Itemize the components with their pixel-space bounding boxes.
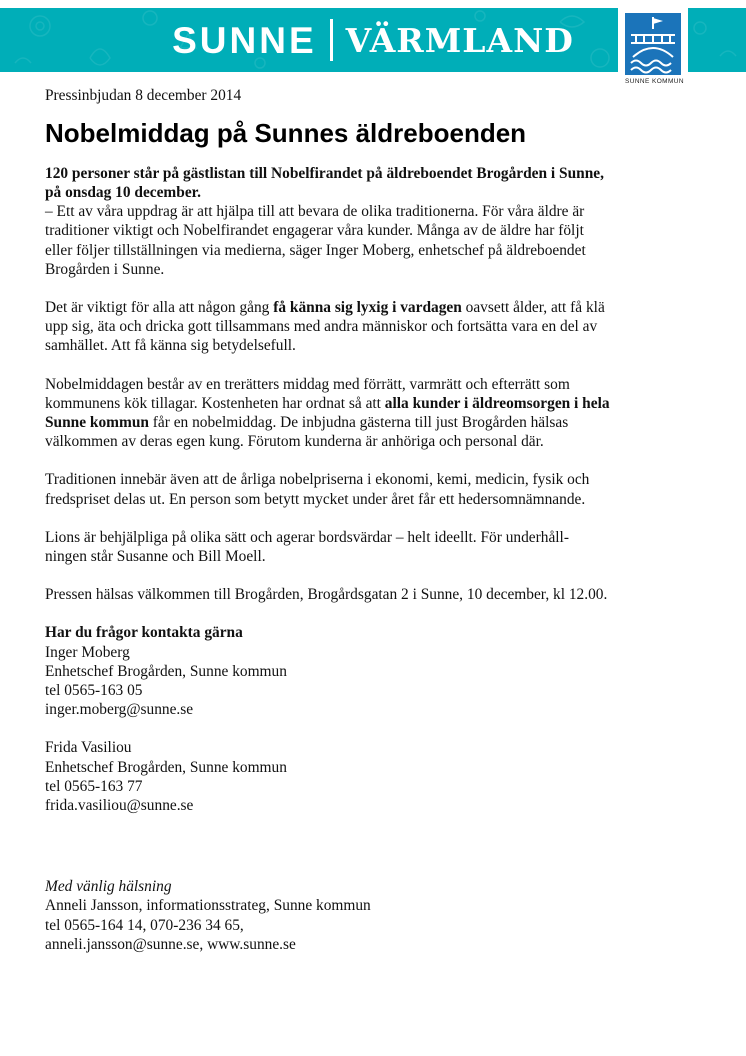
contact-block-2 (45, 738, 610, 815)
logo-caption: SUNNE KOMMUN (625, 78, 684, 85)
press-release-body (45, 86, 610, 954)
brand-sunne-wordmark: SUNNE (172, 19, 317, 61)
contact-role: Enhetschef Brogården, Sunne kommun (45, 662, 287, 680)
signoff-phone: tel 0565-164 14, 070-236 34 65, (45, 916, 244, 934)
signoff-name: Anneli Jansson, informationsstrateg, Sunne kommun (45, 897, 371, 915)
contact-email: frida.vasiliou@sunne.se (45, 797, 194, 815)
date-line: Pressinbjudan 8 december 2014 (45, 87, 242, 104)
text-segment: får en nobelmiddag. De inbjudna gästerna till just Brogården hälsas välkommen av deras egen kung. Förutom kunderna är anhöriga och personal där. (45, 414, 569, 451)
coat-of-arms-icon (625, 13, 681, 75)
contact-phone: tel 0565-163 77 (45, 777, 143, 795)
contact-role: Enhetschef Brogården, Sunne kommun (45, 758, 287, 776)
signoff-contact: anneli.jansson@sunne.se, www.sunne.se (45, 935, 296, 953)
paragraph-lions: Lions är behjälpliga på olika sätt och agerar bordsvärdar – helt ideellt. För underhåll-ningen står Susanne och Bill Moell. (45, 528, 569, 566)
contact-heading: Har du frågor kontakta gärna (45, 624, 243, 642)
paragraph-dinner (45, 375, 610, 452)
paragraph-luxury (45, 298, 610, 356)
contact-name: Frida Vasiliou (45, 739, 132, 757)
brand-varmland-wordmark: VÄRMLAND (345, 20, 574, 60)
text-segment: Det är viktigt för alla att någon gång (45, 299, 274, 317)
contact-phone: tel 0565-163 05 (45, 682, 143, 700)
text-segment-bold: alla kunder i äldreomsorgen i hela Sunne kommun (45, 394, 610, 432)
text-segment: oavsett ålder, att få klä upp sig, äta och dricka gott tillsammans med andra människor och fortsätta vara en del av samhället. Att få känna sig betydelsefull. (45, 299, 605, 355)
paragraph-quote: – Ett av våra uppdrag är att hjälpa till att bevara de olika traditionerna. För våra äldre är traditioner viktigt och Nobelfirandet engagerar våra kunder. Många av de äldre har följt eller följer tillställningen via medierna, säger Inger Moberg, enhetschef på äldreboendet Brogården i Sunne. (45, 203, 586, 278)
text-segment-bold: få känna sig lyxig i vardagen (273, 299, 462, 317)
contact-block-1 (45, 623, 610, 719)
signoff-greeting: Med vänlig hälsning (45, 878, 172, 896)
brand-divider (330, 19, 333, 61)
lead-paragraph: 120 personer står på gästlistan till Nobelfirandet på äldreboendet Brogården i Sunne, på onsdag 10 december. (45, 164, 604, 201)
municipality-logo-block (618, 8, 688, 87)
signoff-block (45, 877, 610, 954)
text-segment: Nobelmiddagen består av en trerätters middag med förrätt, varmrätt och efterrätt som kommunens kök tillagar. Kostenheten har ordnat så att (45, 375, 570, 412)
page-title: Nobelmiddag på Sunnes äldreboenden (45, 118, 527, 149)
contact-name: Inger Moberg (45, 643, 130, 661)
paragraph-prizes: Traditionen innebär även att de årliga nobelpriserna i ekonomi, kemi, medicin, fysik och fredspriset delas ut. En person som betytt mycket under året får ett hedersomnämnande. (45, 471, 590, 508)
contact-email: inger.moberg@sunne.se (45, 701, 194, 719)
paragraph-press-invite: Pressen hälsas välkommen till Brogården, Brogårdsgatan 2 i Sunne, 10 december, kl 12.00. (45, 586, 608, 604)
